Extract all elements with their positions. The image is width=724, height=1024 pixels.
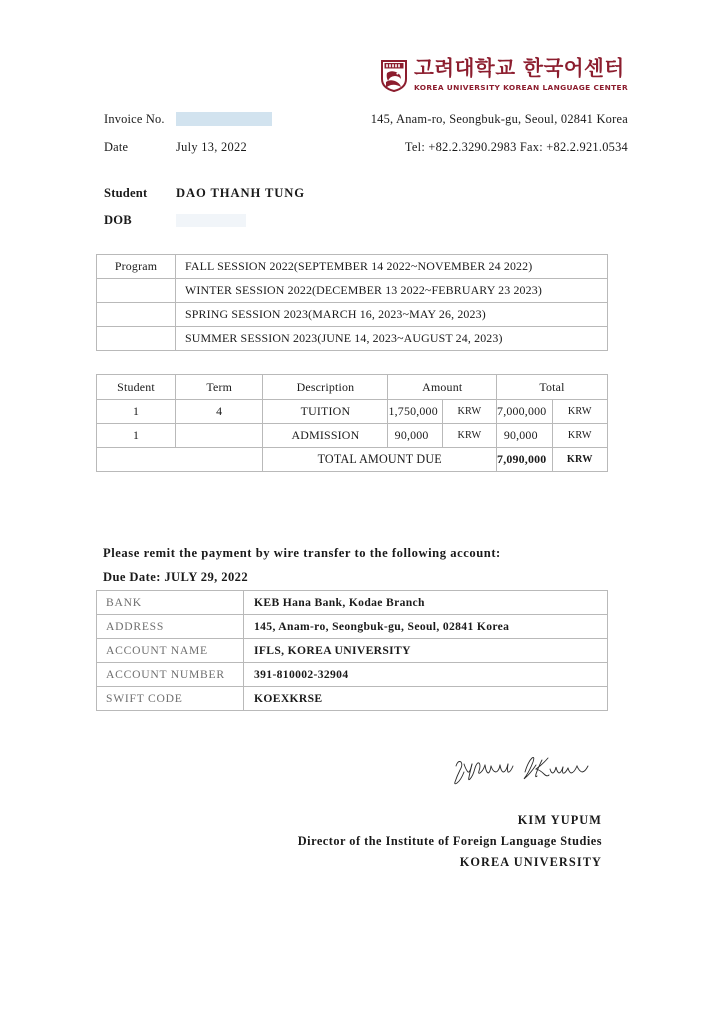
bank-value-address: 145, Anam-ro, Seongbuk-gu, Seoul, 02841 Korea xyxy=(244,615,608,639)
program-table xyxy=(96,254,608,351)
billing-total-value: 7,090,000 xyxy=(497,448,552,472)
billing-row-amount-currency: KRW xyxy=(442,400,496,424)
program-label-empty xyxy=(97,279,176,303)
signatory-block xyxy=(298,810,602,873)
remit-instruction: Please remit the payment by wire transfer to the following account: xyxy=(103,546,501,560)
bank-label-address: ADDRESS xyxy=(97,615,244,639)
invoice-number-label: Invoice No. xyxy=(104,112,165,126)
university-address: 145, Anam-ro, Seongbuk-gu, Seoul, 02841 Korea xyxy=(370,112,628,126)
invoice-meta xyxy=(104,112,628,168)
student-info xyxy=(104,186,305,240)
signatory-title: Director of the Institute of Foreign Language Studies xyxy=(297,834,602,848)
table-row xyxy=(97,400,608,424)
billing-header-term: Term xyxy=(176,375,263,400)
billing-row-total: 7,000,000 xyxy=(497,400,552,424)
bank-value-swift-code: KOEXKRSE xyxy=(244,687,608,711)
billing-header-amount: Amount xyxy=(388,375,497,400)
bank-label-account-name: ACCOUNT NAME xyxy=(97,639,244,663)
table-row xyxy=(97,303,608,327)
student-dob-redaction xyxy=(176,214,246,227)
signatory-name: KIM YUPUM xyxy=(517,813,602,827)
university-logo xyxy=(381,58,628,92)
student-dob-value xyxy=(176,213,246,228)
billing-row-amount: 90,000 xyxy=(388,424,442,448)
billing-row-term: 4 xyxy=(176,400,263,424)
table-row xyxy=(97,615,608,639)
invoice-date-row xyxy=(104,140,628,168)
program-session-1: FALL SESSION 2022(SEPTEMBER 14 2022~NOVEMBER 24 2022) xyxy=(176,255,608,279)
table-row xyxy=(97,424,608,448)
billing-row-total-currency: KRW xyxy=(552,400,608,424)
table-row xyxy=(97,327,608,351)
billing-row-amount-currency: KRW xyxy=(442,424,496,448)
billing-header-student: Student xyxy=(97,375,176,400)
billing-table xyxy=(96,374,608,472)
bank-value-account-number: 391-810002-32904 xyxy=(244,663,608,687)
bank-label-account-number: ACCOUNT NUMBER xyxy=(97,663,244,687)
billing-row-term xyxy=(176,424,263,448)
invoice-number-value xyxy=(176,112,336,127)
logo-text-group xyxy=(414,58,628,92)
table-row xyxy=(97,687,608,711)
bank-label-bank: BANK xyxy=(97,591,244,615)
program-session-3: SPRING SESSION 2023(MARCH 16, 2023~MAY 26, 2023) xyxy=(176,303,608,327)
billing-row-total-currency: KRW xyxy=(552,424,608,448)
student-name-label: Student xyxy=(104,186,148,200)
billing-total-currency: KRW xyxy=(552,448,608,472)
table-row xyxy=(97,591,608,615)
program-session-2: WINTER SESSION 2022(DECEMBER 13 2022~FEBRUARY 23 2023) xyxy=(176,279,608,303)
invoice-number-redaction xyxy=(176,112,272,126)
billing-total-row xyxy=(97,448,608,472)
program-label-empty xyxy=(97,327,176,351)
table-row xyxy=(97,279,608,303)
program-label-empty xyxy=(97,303,176,327)
billing-total-spacer xyxy=(97,448,263,472)
bank-label-swift-code: SWIFT CODE xyxy=(97,687,244,711)
student-dob-row xyxy=(104,213,305,240)
billing-header-row xyxy=(97,375,608,400)
invoice-date-value: July 13, 2022 xyxy=(176,140,248,154)
student-name-row xyxy=(104,186,305,213)
billing-row-description: TUITION xyxy=(263,400,388,424)
logo-korean-title: 고려대학교 한국어센터 xyxy=(414,56,625,80)
billing-row-student: 1 xyxy=(97,424,176,448)
bank-value-account-name: IFLS, KOREA UNIVERSITY xyxy=(244,639,608,663)
invoice-number-row xyxy=(104,112,628,140)
bank-details-table xyxy=(96,590,608,711)
signatory-organization: KOREA UNIVERSITY xyxy=(459,855,602,869)
billing-row-student: 1 xyxy=(97,400,176,424)
handwritten-signature-icon xyxy=(452,752,592,786)
program-label: Program xyxy=(97,255,176,279)
table-row xyxy=(97,639,608,663)
student-dob-label: DOB xyxy=(104,213,132,227)
table-row xyxy=(97,255,608,279)
due-date: Due Date: JULY 29, 2022 xyxy=(103,570,249,584)
billing-row-description: ADMISSION xyxy=(263,424,388,448)
invoice-date-label: Date xyxy=(104,140,129,154)
billing-header-description: Description xyxy=(263,375,388,400)
table-row xyxy=(97,663,608,687)
korea-university-crest-icon xyxy=(381,60,407,92)
student-name-value: DAO THANH TUNG xyxy=(176,186,305,200)
logo-english-subtitle: KOREA UNIVERSITY KOREAN LANGUAGE CENTER xyxy=(414,82,628,92)
billing-row-amount: 1,750,000 xyxy=(388,400,442,424)
bank-value-bank: KEB Hana Bank, Kodae Branch xyxy=(244,591,608,615)
university-contact: Tel: +82.2.3290.2983 Fax: +82.2.921.0534 xyxy=(404,140,628,154)
billing-header-total: Total xyxy=(497,375,608,400)
program-session-4: SUMMER SESSION 2023(JUNE 14, 2023~AUGUST 24, 2023) xyxy=(176,327,608,351)
billing-total-label: TOTAL AMOUNT DUE xyxy=(263,448,497,472)
billing-row-total: 90,000 xyxy=(497,424,552,448)
